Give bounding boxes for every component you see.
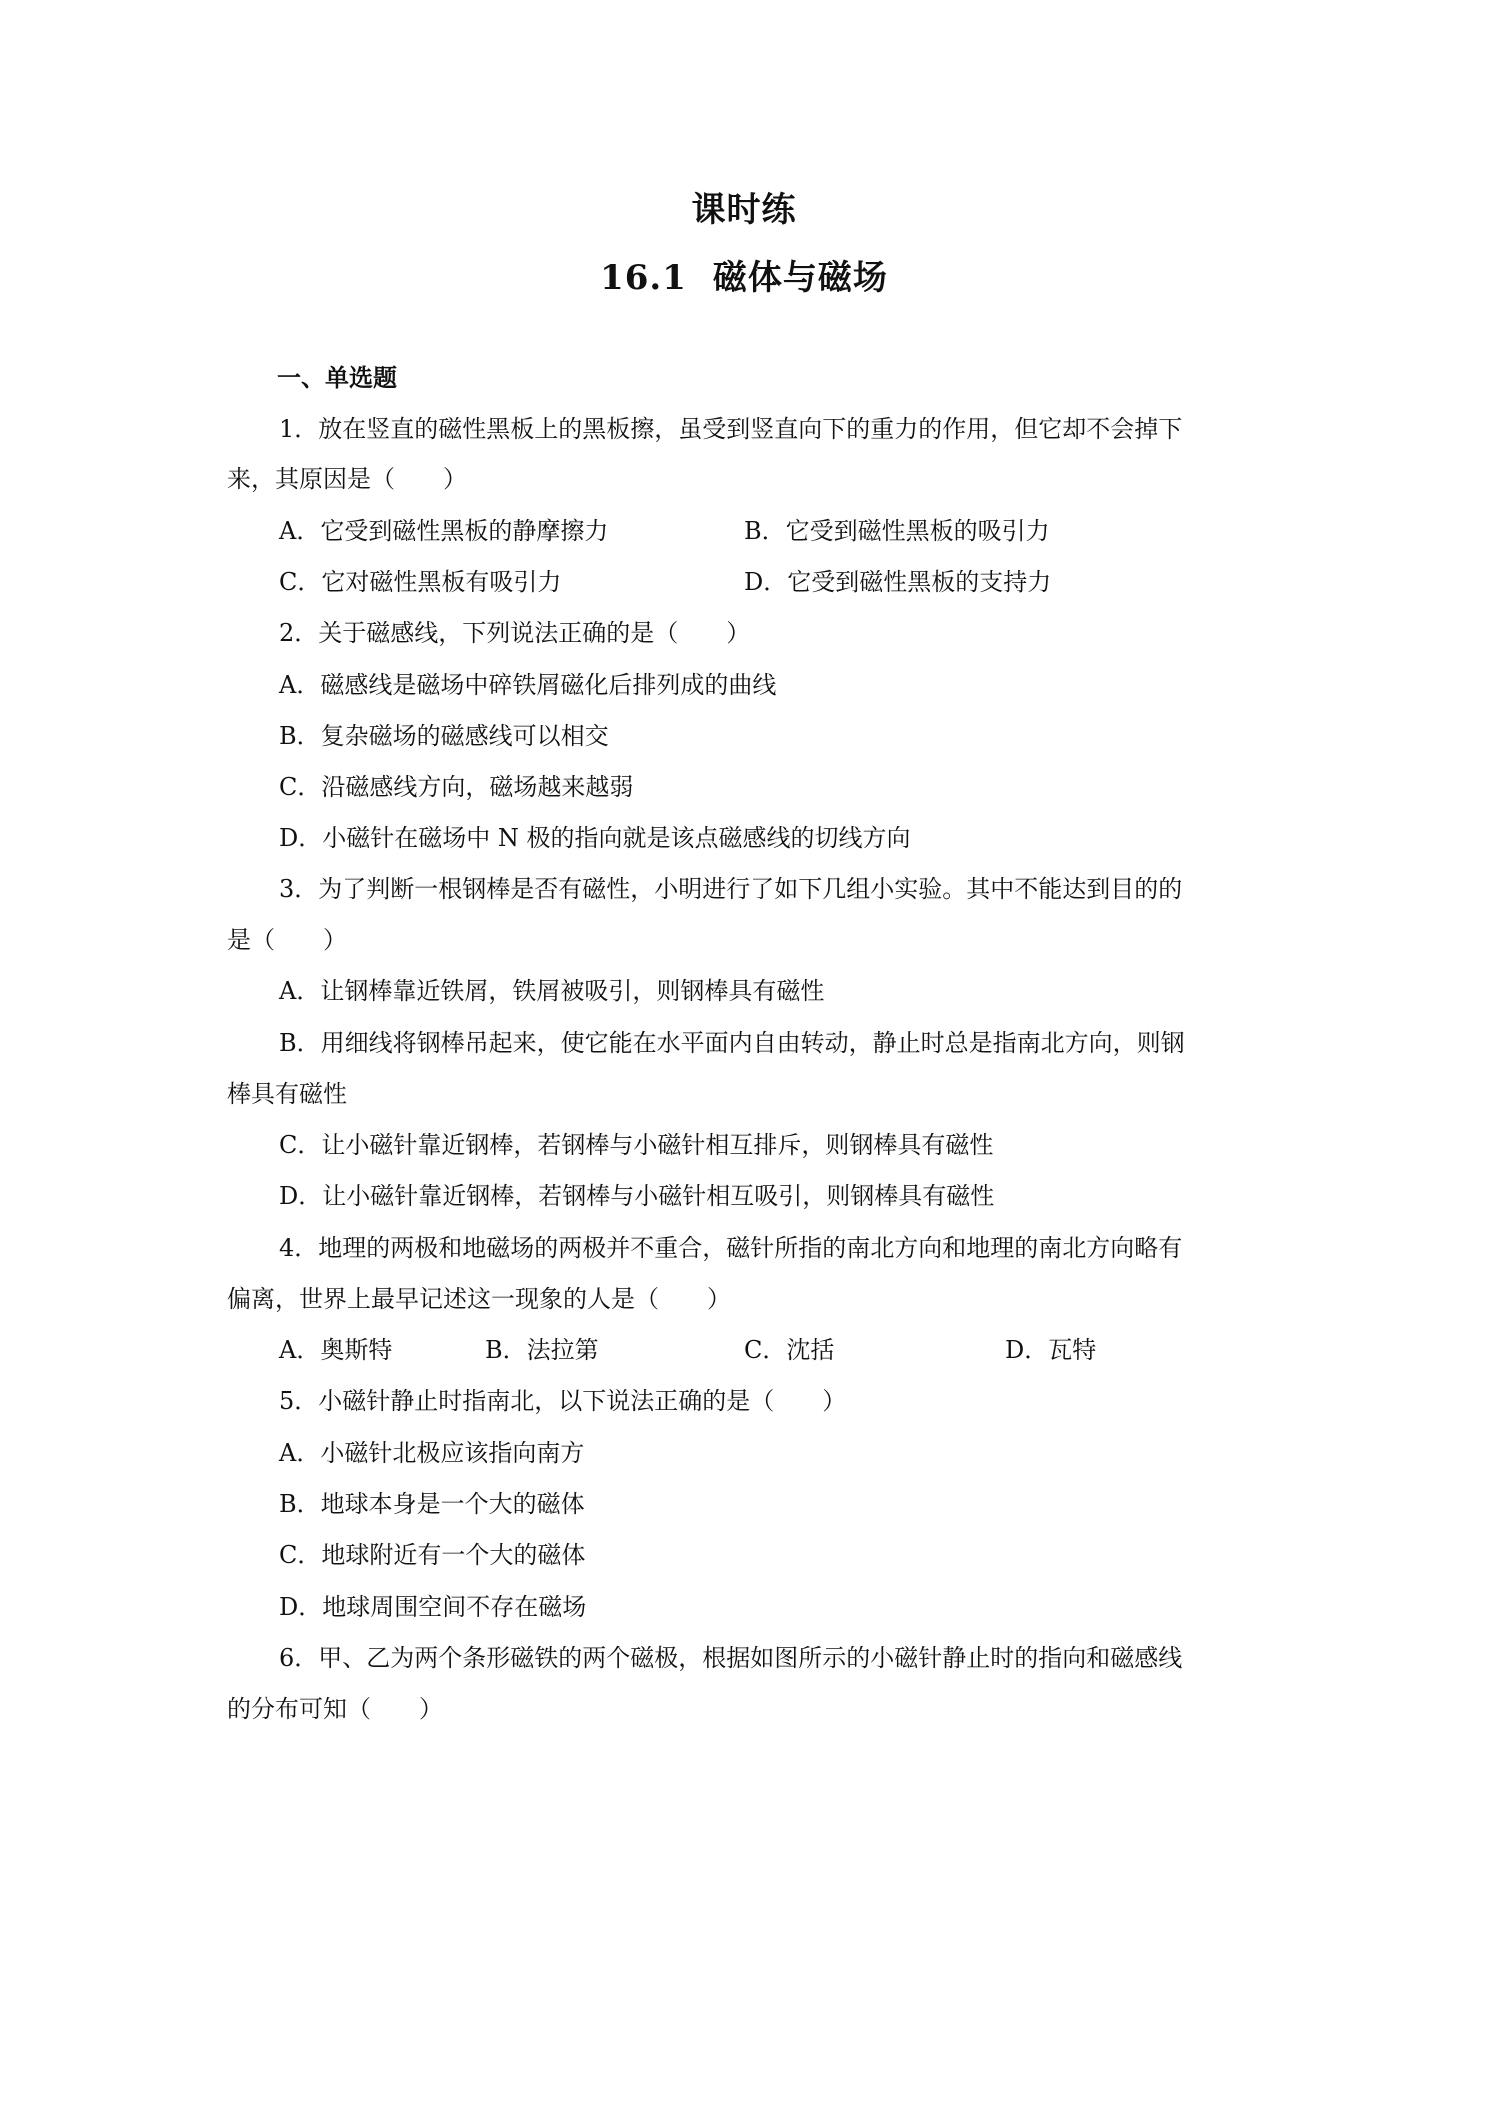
question-1-option-b: B．它受到磁性黑板的吸引力 xyxy=(744,517,1050,545)
question-2-option-a: A．磁感线是磁场中碎铁屑磁化后排列成的曲线 xyxy=(279,671,777,699)
question-2-option-d: D．小磁针在磁场中 N 极的指向就是该点磁感线的切线方向 xyxy=(279,824,911,852)
subtitle-number: 16.1 xyxy=(600,258,687,298)
question-4-option-b: B．法拉第 xyxy=(485,1336,599,1364)
question-4-option-a: A．奥斯特 xyxy=(279,1336,393,1364)
question-3-option-a: A．让钢棒靠近铁屑，铁屑被吸引，则钢棒具有磁性 xyxy=(279,977,825,1005)
section-heading: 一、单选题 xyxy=(277,363,397,392)
question-2-stem-line-1: 2．关于磁感线，下列说法正确的是（ ） xyxy=(279,619,751,647)
question-3-option-b: B．用细线将钢棒吊起来，使它能在水平面内自由转动，静止时总是指南北方向，则钢 xyxy=(279,1029,1185,1057)
question-6-stem-line-1: 6．甲、乙为两个条形磁铁的两个磁极，根据如图所示的小磁针静止时的指向和磁感线 xyxy=(279,1644,1183,1672)
question-1-option-c: C．它对磁性黑板有吸引力 xyxy=(279,568,562,596)
question-1-stem-line-1: 1．放在竖直的磁性黑板上的黑板擦，虽受到竖直向下的重力的作用，但它却不会掉下 xyxy=(279,415,1183,443)
question-3-option-c: C．让小磁针靠近钢棒，若钢棒与小磁针相互排斥，则钢棒具有磁性 xyxy=(279,1131,994,1159)
question-5-option-c: C．地球附近有一个大的磁体 xyxy=(279,1541,586,1569)
question-1-option-d: D．它受到磁性黑板的支持力 xyxy=(744,568,1052,596)
question-3-stem-line-1: 3．为了判断一根钢棒是否有磁性，小明进行了如下几组小实验。其中不能达到目的的 xyxy=(279,875,1183,903)
subtitle-text: 磁体与磁场 xyxy=(712,258,888,298)
question-6-stem-line-2: 的分布可知（ ） xyxy=(227,1695,443,1723)
question-4-option-d: D．瓦特 xyxy=(1005,1336,1097,1364)
question-3-stem-line-2: 是（ ） xyxy=(227,926,347,954)
question-2-option-b: B．复杂磁场的磁感线可以相交 xyxy=(279,722,609,750)
question-4-stem-line-2: 偏离，世界上最早记述这一现象的人是（ ） xyxy=(227,1285,731,1313)
question-1-stem-line-2: 来，其原因是（ ） xyxy=(227,465,467,493)
question-5-option-d: D．地球周围空间不存在磁场 xyxy=(279,1593,587,1621)
page-title: 课时练 xyxy=(691,190,797,230)
question-5-option-a: A．小磁针北极应该指向南方 xyxy=(279,1439,585,1467)
page-subtitle xyxy=(0,250,1488,299)
question-2-option-c: C．沿磁感线方向，磁场越来越弱 xyxy=(279,773,634,801)
question-3-option-d: D．让小磁针靠近钢棒，若钢棒与小磁针相互吸引，则钢棒具有磁性 xyxy=(279,1182,995,1210)
question-4-option-c: C．沈括 xyxy=(744,1336,835,1364)
question-5-option-b: B．地球本身是一个大的磁体 xyxy=(279,1490,585,1518)
question-1-option-a: A．它受到磁性黑板的静摩擦力 xyxy=(279,517,609,545)
question-5-stem-line-1: 5．小磁针静止时指南北，以下说法正确的是（ ） xyxy=(279,1387,847,1415)
question-4-stem-line-1: 4．地理的两极和地磁场的两极并不重合，磁针所指的南北方向和地理的南北方向略有 xyxy=(279,1234,1183,1262)
question-3-option-b-cont: 棒具有磁性 xyxy=(227,1080,347,1108)
